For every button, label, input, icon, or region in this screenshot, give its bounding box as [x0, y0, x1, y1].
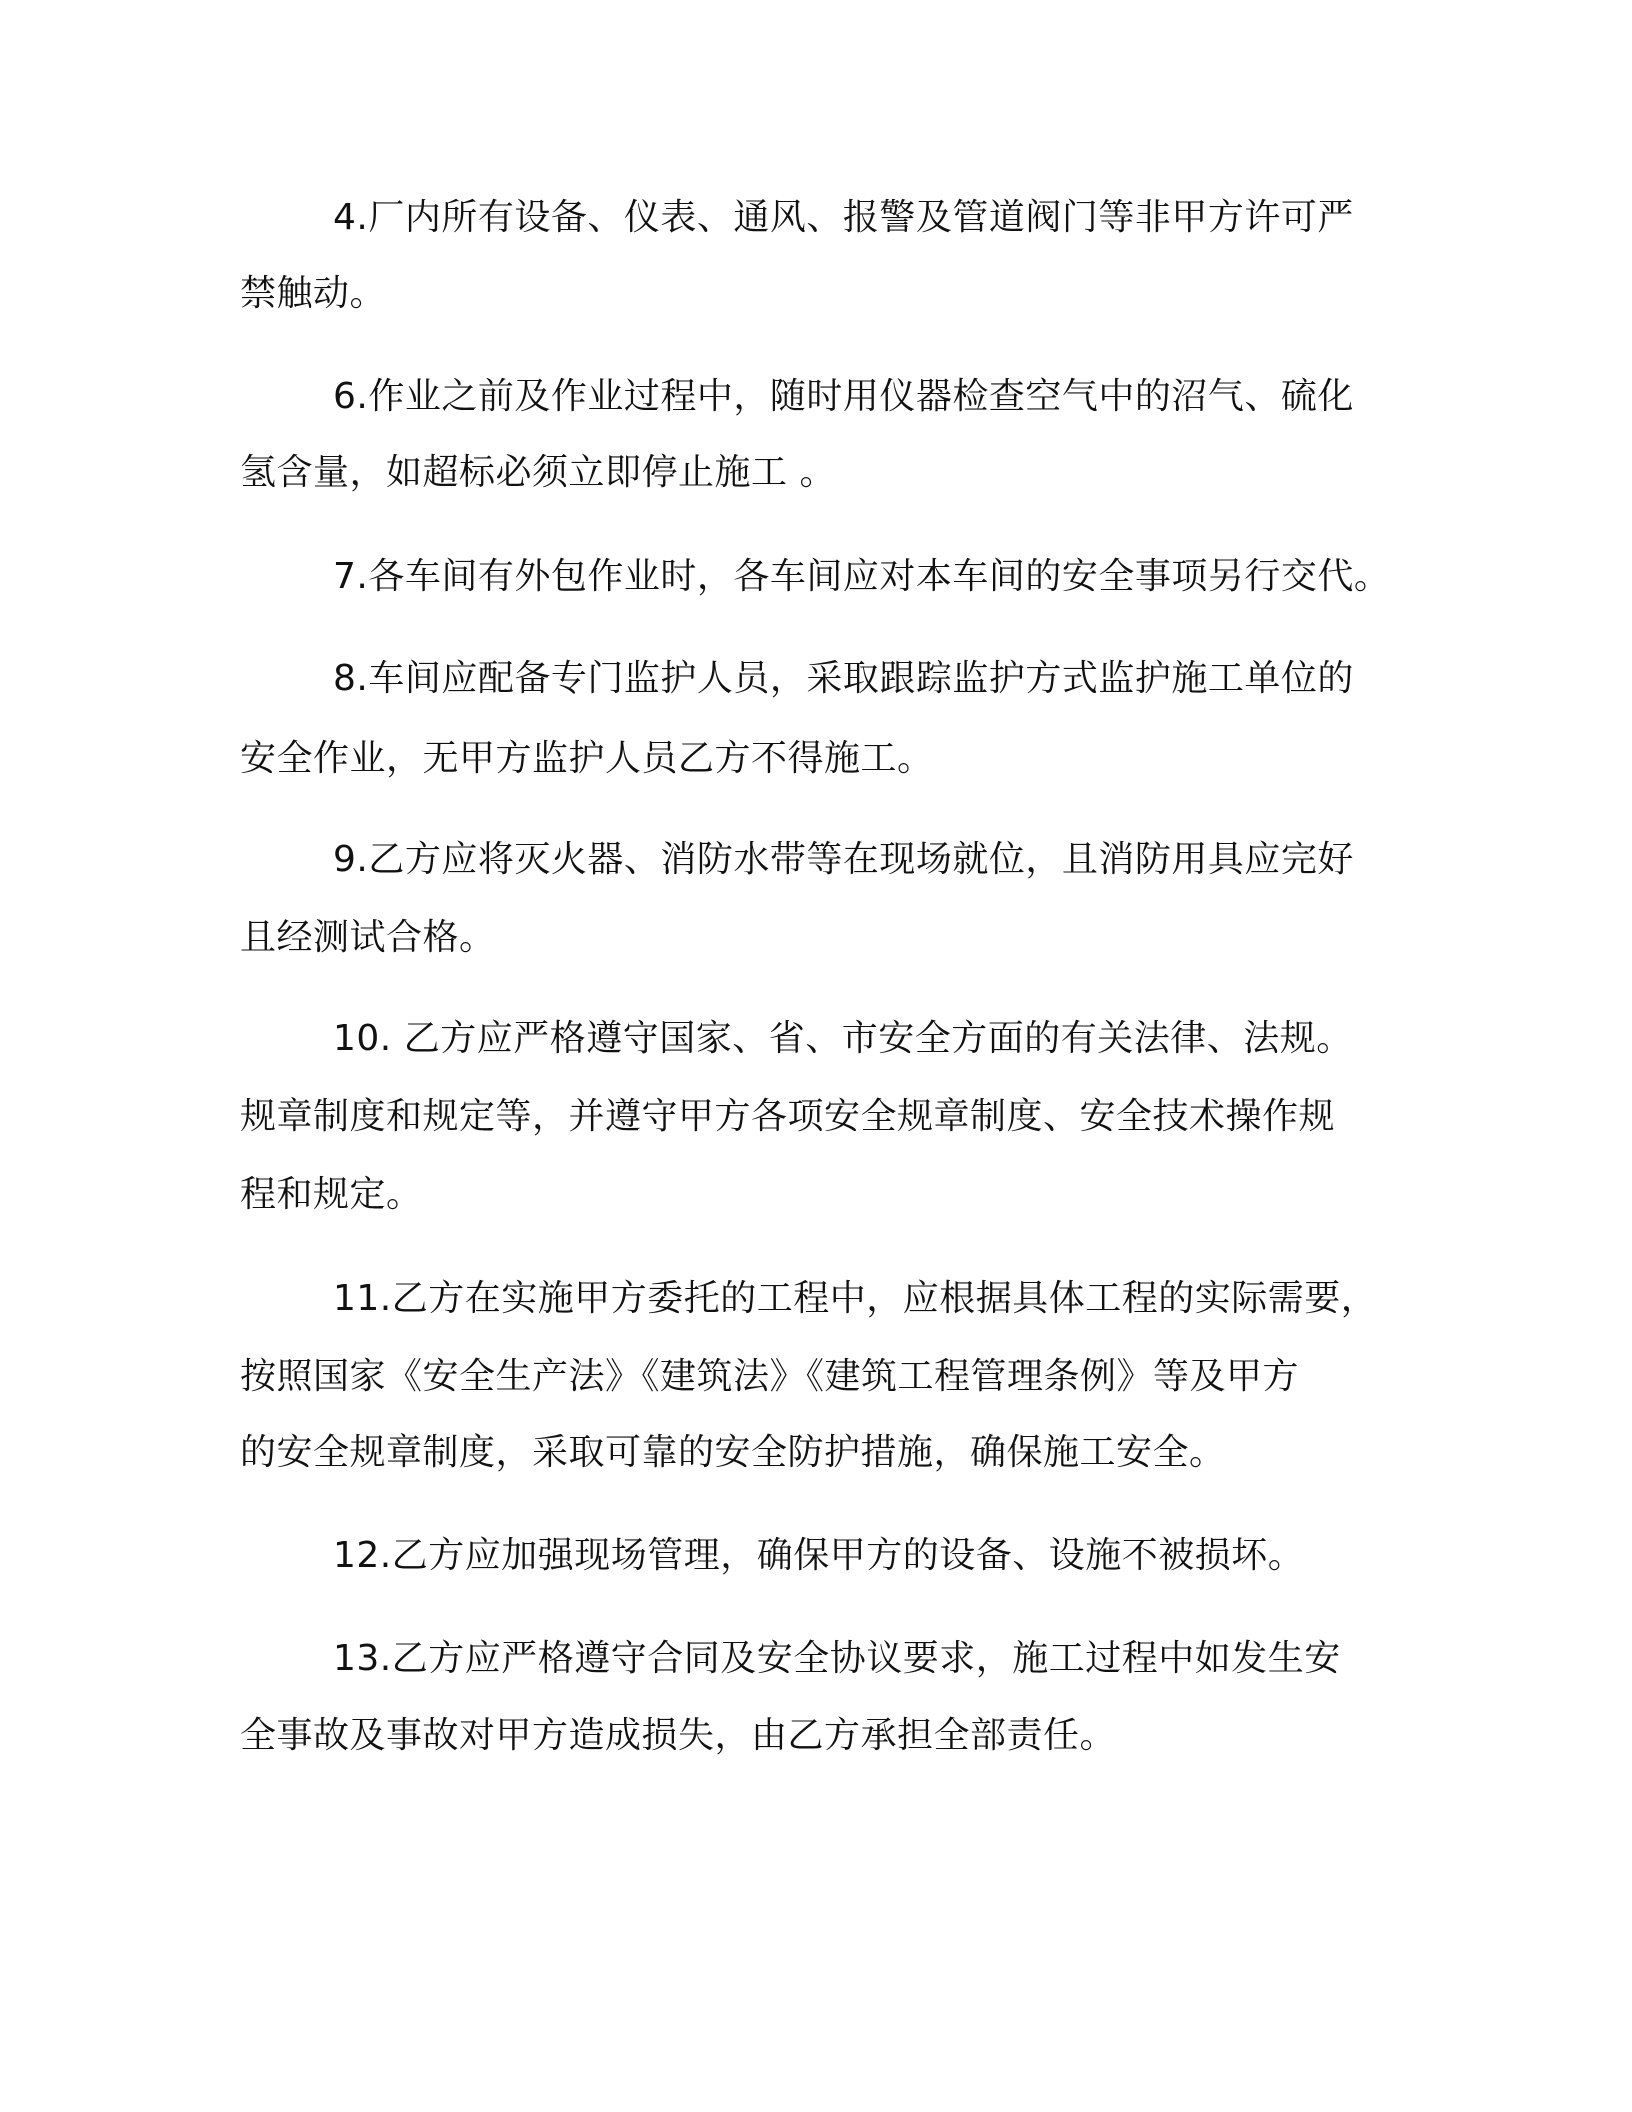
- paragraph-line: 4.厂内所有设备、仪表、通风、报警及管道阀门等非甲方许可严: [333, 197, 1354, 238]
- paragraph-line: 程和规定。: [240, 1174, 423, 1215]
- paragraph-line: 8.车间应配备专门监护人员，采取跟踪监护方式监护施工单位的: [333, 658, 1354, 699]
- paragraph-line: 规章制度和规定等，并遵守甲方各项安全规章制度、安全技术操作规: [240, 1096, 1336, 1137]
- paragraph-line: 安全作业，无甲方监护人员乙方不得施工。: [240, 738, 934, 779]
- paragraph-line: 9.乙方应将灭火器、消防水带等在现场就位，且消防用具应完好: [333, 839, 1354, 880]
- paragraph-line: 氢含量，如超标必须立即停止施工 。: [240, 452, 836, 493]
- paragraph-line: 且经测试合格。: [240, 917, 496, 958]
- paragraph-line: 11.乙方在实施甲方委托的工程中，应根据具体工程的实际需要，: [333, 1278, 1378, 1319]
- paragraph-line: 7.各车间有外包作业时，各车间应对本车间的安全事项另行交代。: [333, 556, 1391, 597]
- paragraph-line: 禁触动。: [240, 273, 387, 314]
- paragraph-line: 13.乙方应严格遵守合同及安全协议要求，施工过程中如发生安: [333, 1638, 1341, 1679]
- paragraph-line: 12.乙方应加强现场管理，确保甲方的设备、设施不被损坏。: [333, 1535, 1305, 1576]
- paragraph-line: 6.作业之前及作业过程中，随时用仪器检查空气中的沼气、硫化: [333, 376, 1354, 417]
- paragraph-line: 按照国家《安全生产法》《建筑法》《建筑工程管理条例》等及甲方: [240, 1356, 1300, 1397]
- paragraph-line: 全事故及事故对甲方造成损失，由乙方承担全部责任。: [240, 1715, 1117, 1756]
- paragraph-line: 10. 乙方应严格遵守国家、省、市安全方面的有关法律、法规。: [333, 1018, 1353, 1059]
- paragraph-line: 的安全规章制度，采取可靠的安全防护措施，确保施工安全。: [240, 1432, 1226, 1473]
